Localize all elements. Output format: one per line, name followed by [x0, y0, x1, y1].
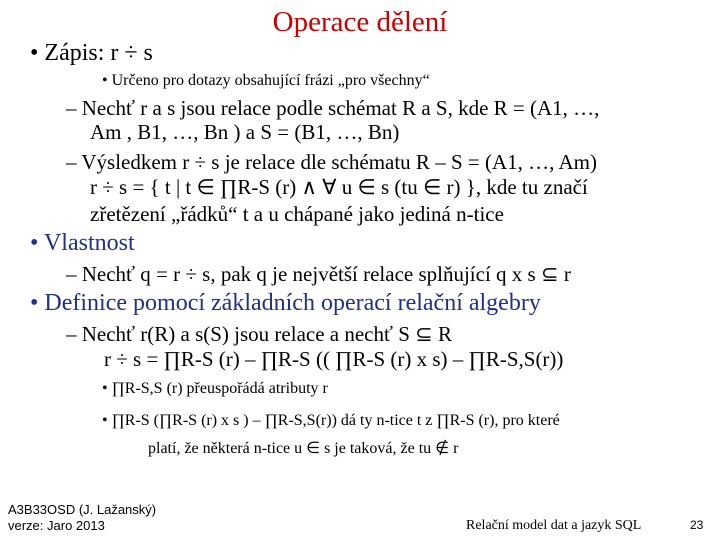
- zapis-line-1: – Nechť r a s jsou relace podle schémat R a S, kde R = (A1, …,: [66, 96, 600, 120]
- footer-version: verze: Jaro 2013: [8, 518, 105, 533]
- page-title: Operace dělení: [272, 6, 448, 38]
- zapis-line-5: zřetězení „řádků“ t a u chápané jako jediná n-tice: [90, 202, 504, 226]
- bullet-zapis: • Zápis: r ÷ s: [30, 40, 153, 66]
- bullet-vlastnost: • Vlastnost: [30, 230, 135, 256]
- footer-course: Relační model dat a jazyk SQL: [466, 518, 642, 533]
- zapis-subnote: • Určeno pro dotazy obsahující frázi „pro všechny“: [102, 72, 430, 89]
- definice-sub-2: • ∏R-S (∏R-S (r) x s ) – ∏R-S,S(r)) dá ty n-tice t z ∏R-S (r), pro které: [102, 412, 560, 429]
- definice-line-1: – Nechť r(R) a s(S) jsou relace a nechť S ⊆ R: [66, 322, 453, 346]
- footer-author: A3B33OSD (J. Lažanský): [8, 502, 157, 517]
- vlastnost-line-1: – Nechť q = r ÷ s, pak q je největší relace splňující q x s ⊆ r: [66, 262, 571, 286]
- zapis-line-4: r ÷ s = { t | t ∈ ∏R-S (r) ∧ ∀ u ∈ s (tu ∈ r) }, kde tu značí: [90, 175, 588, 199]
- definice-sub-2b: platí, že některá n-tice u ∈ s je taková, že tu ∉ r: [148, 440, 459, 457]
- zapis-line-3: – Výsledkem r ÷ s je relace dle schématu R – S = (A1, …, Am): [66, 150, 597, 174]
- definice-line-2: r ÷ s = ∏R-S (r) – ∏R-S (( ∏R-S (r) x s) – ∏R-S,S(r)): [104, 347, 564, 371]
- page-number: 23: [690, 518, 704, 532]
- bullet-definice: • Definice pomocí základních operací relační algebry: [30, 290, 541, 316]
- zapis-line-2: Am , B1, …, Bn ) a S = (B1, …, Bn): [90, 120, 400, 144]
- definice-sub-1: • ∏R-S,S (r) přeuspořádá atributy r: [102, 380, 328, 397]
